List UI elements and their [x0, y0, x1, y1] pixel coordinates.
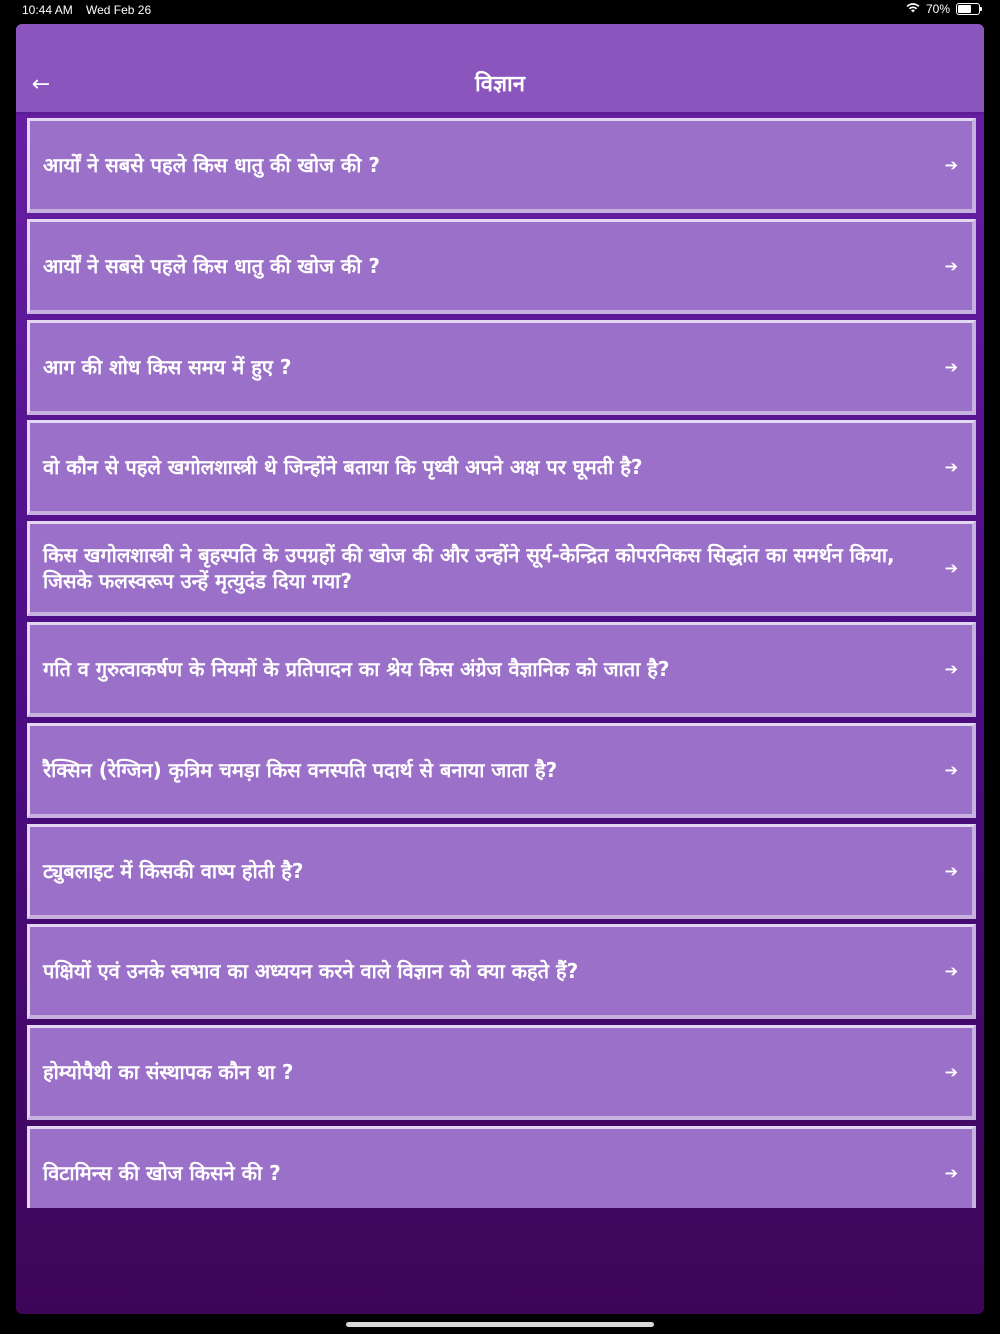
- wifi-icon: [906, 2, 920, 16]
- battery-icon: [956, 3, 980, 15]
- question-text: गति व गुरुत्वाकर्षण के नियमों के प्रतिपादन का श्रेय किस अंग्रेज वैज्ञानिक को जाता है?: [43, 657, 670, 681]
- back-arrow-icon[interactable]: ←: [31, 72, 51, 97]
- arrow-right-icon: ➔: [944, 659, 958, 679]
- question-text: होम्योपैथी का संस्थापक कौन था ?: [43, 1060, 294, 1085]
- question-item[interactable]: [27, 420, 976, 515]
- arrow-right-icon: ➔: [944, 558, 958, 578]
- question-item[interactable]: [27, 723, 976, 818]
- arrow-right-icon: ➔: [944, 155, 958, 175]
- arrow-right-icon: ➔: [944, 1062, 958, 1082]
- app-window: [16, 24, 984, 1314]
- question-text: किस खगोलशास्त्री ने बृहस्पति के उपग्रहों की खोज की और उन्होंने सूर्य-केन्द्रित कोपरनिकस सिद्धांत का समर्थन किया, जिसके फलस्वरूप उन्हें मृत्युदंड दिया गया?: [43, 543, 895, 594]
- page-title: विज्ञान: [475, 72, 525, 97]
- question-text: आर्यों ने सबसे पहले किस धातु की खोज की ?: [43, 253, 380, 278]
- arrow-right-icon: ➔: [944, 256, 958, 276]
- question-item[interactable]: [27, 1025, 976, 1120]
- status-indicators: [906, 2, 980, 16]
- question-item[interactable]: [27, 622, 976, 717]
- question-item[interactable]: [27, 924, 976, 1019]
- arrow-right-icon: ➔: [944, 1163, 958, 1183]
- status-time: 10:44 AM: [22, 3, 73, 17]
- question-text: पक्षियों एवं उनके स्वभाव का अध्ययन करने वाले विज्ञान को क्या कहते हैं?: [43, 959, 579, 984]
- status-date: Wed Feb 26: [86, 3, 152, 17]
- battery-percent: 70%: [925, 2, 950, 16]
- question-text: विटामिन्स की खोज किसने की ?: [43, 1161, 281, 1185]
- arrow-right-icon: ➔: [944, 457, 958, 477]
- question-text: रैक्सिन (रेग्जिन) कृत्रिम चमड़ा किस वनस्पति पदार्थ से बनाया जाता है?: [43, 757, 558, 782]
- question-item[interactable]: [27, 521, 976, 616]
- arrow-right-icon: ➔: [944, 861, 958, 881]
- question-text: ट्युबलाइट में किसकी वाष्प होती है?: [43, 858, 304, 883]
- arrow-right-icon: ➔: [944, 760, 958, 780]
- arrow-right-icon: ➔: [944, 961, 958, 981]
- nav-bar: [16, 24, 984, 115]
- question-list[interactable]: [27, 118, 977, 1208]
- question-text: आर्यों ने सबसे पहले किस धातु की खोज की ?: [43, 153, 380, 177]
- question-text: आग की शोध किस समय में हुए ?: [43, 354, 292, 379]
- status-bar: [0, 0, 1000, 22]
- question-item[interactable]: [27, 320, 976, 415]
- arrow-right-icon: ➔: [944, 357, 958, 377]
- battery-fill: [958, 5, 971, 13]
- question-text: वो कौन से पहले खगोलशास्त्री थे जिन्होंने बताया कि पृथ्वी अपने अक्ष पर घूमती है?: [43, 455, 643, 480]
- question-item[interactable]: [27, 118, 976, 213]
- question-item[interactable]: [27, 824, 976, 919]
- question-item[interactable]: [27, 219, 976, 314]
- home-indicator[interactable]: [346, 1322, 654, 1327]
- question-item[interactable]: [27, 1126, 976, 1208]
